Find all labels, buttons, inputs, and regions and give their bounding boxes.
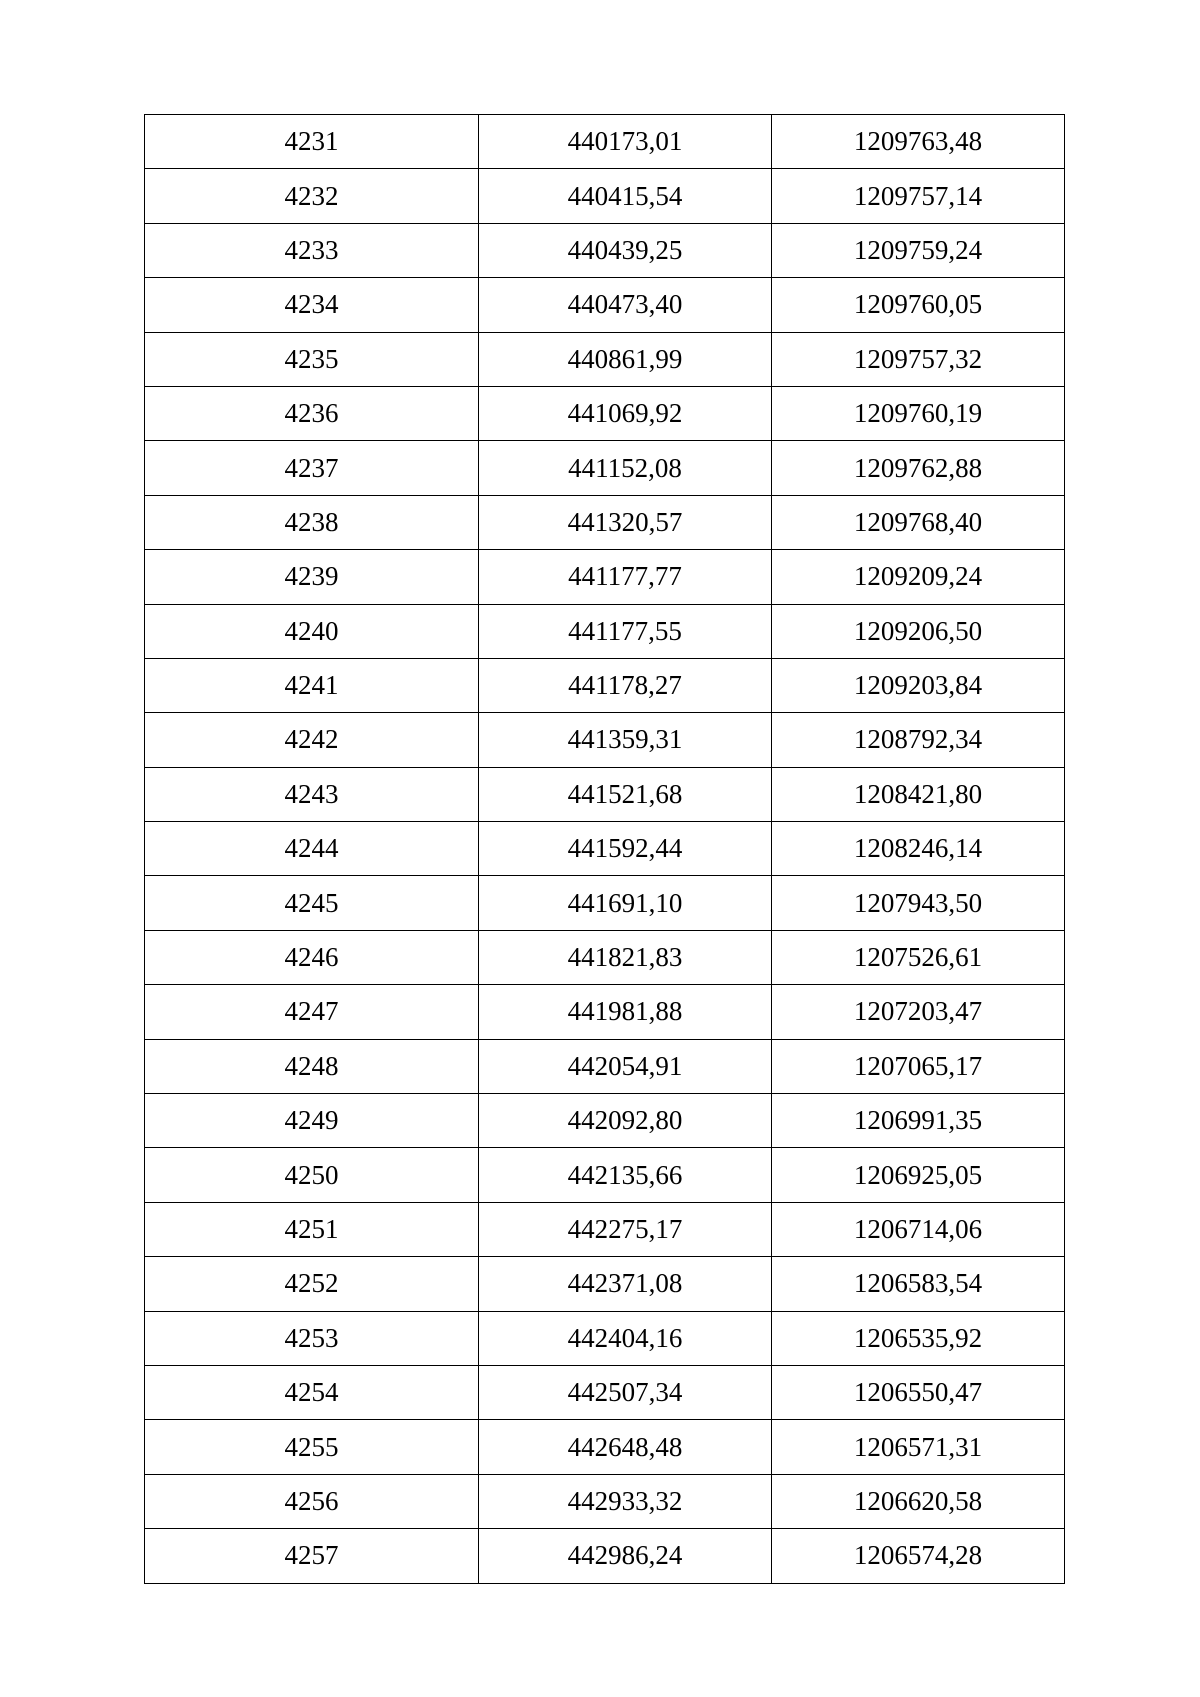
table-row bbox=[145, 658, 1065, 712]
y-coordinate-cell: 1209757,32 bbox=[772, 332, 1065, 386]
y-coordinate-cell: 1206583,54 bbox=[772, 1257, 1065, 1311]
y-coordinate-cell: 1209760,19 bbox=[772, 386, 1065, 440]
table-row bbox=[145, 1529, 1065, 1583]
x-coordinate-cell: 442371,08 bbox=[479, 1257, 772, 1311]
x-coordinate-cell: 442092,80 bbox=[479, 1094, 772, 1148]
x-coordinate-cell: 442275,17 bbox=[479, 1202, 772, 1256]
x-coordinate-cell: 441152,08 bbox=[479, 441, 772, 495]
y-coordinate-cell: 1208421,80 bbox=[772, 767, 1065, 821]
x-coordinate-cell: 442986,24 bbox=[479, 1529, 772, 1583]
table-row bbox=[145, 1365, 1065, 1419]
table-row bbox=[145, 1148, 1065, 1202]
y-coordinate-cell: 1209757,14 bbox=[772, 169, 1065, 223]
y-coordinate-cell: 1206535,92 bbox=[772, 1311, 1065, 1365]
coordinates-table bbox=[144, 114, 1065, 1584]
y-coordinate-cell: 1207526,61 bbox=[772, 930, 1065, 984]
table-row bbox=[145, 386, 1065, 440]
y-coordinate-cell: 1209759,24 bbox=[772, 223, 1065, 277]
y-coordinate-cell: 1209763,48 bbox=[772, 115, 1065, 169]
y-coordinate-cell: 1206925,05 bbox=[772, 1148, 1065, 1202]
x-coordinate-cell: 441320,57 bbox=[479, 495, 772, 549]
x-coordinate-cell: 442404,16 bbox=[479, 1311, 772, 1365]
point-number-cell: 4241 bbox=[145, 658, 479, 712]
x-coordinate-cell: 440473,40 bbox=[479, 278, 772, 332]
y-coordinate-cell: 1209209,24 bbox=[772, 550, 1065, 604]
table-row bbox=[145, 767, 1065, 821]
table-row bbox=[145, 930, 1065, 984]
point-number-cell: 4250 bbox=[145, 1148, 479, 1202]
y-coordinate-cell: 1206991,35 bbox=[772, 1094, 1065, 1148]
table-row bbox=[145, 822, 1065, 876]
point-number-cell: 4242 bbox=[145, 713, 479, 767]
table-row bbox=[145, 550, 1065, 604]
x-coordinate-cell: 442507,34 bbox=[479, 1365, 772, 1419]
y-coordinate-cell: 1208792,34 bbox=[772, 713, 1065, 767]
table-row bbox=[145, 169, 1065, 223]
point-number-cell: 4232 bbox=[145, 169, 479, 223]
y-coordinate-cell: 1206620,58 bbox=[772, 1474, 1065, 1528]
y-coordinate-cell: 1208246,14 bbox=[772, 822, 1065, 876]
table-row bbox=[145, 1202, 1065, 1256]
y-coordinate-cell: 1206574,28 bbox=[772, 1529, 1065, 1583]
x-coordinate-cell: 442648,48 bbox=[479, 1420, 772, 1474]
x-coordinate-cell: 440173,01 bbox=[479, 115, 772, 169]
point-number-cell: 4243 bbox=[145, 767, 479, 821]
x-coordinate-cell: 442135,66 bbox=[479, 1148, 772, 1202]
table-row bbox=[145, 1257, 1065, 1311]
y-coordinate-cell: 1209762,88 bbox=[772, 441, 1065, 495]
point-number-cell: 4234 bbox=[145, 278, 479, 332]
point-number-cell: 4239 bbox=[145, 550, 479, 604]
table-row bbox=[145, 1420, 1065, 1474]
table-row bbox=[145, 604, 1065, 658]
point-number-cell: 4252 bbox=[145, 1257, 479, 1311]
y-coordinate-cell: 1209760,05 bbox=[772, 278, 1065, 332]
table-row bbox=[145, 223, 1065, 277]
point-number-cell: 4248 bbox=[145, 1039, 479, 1093]
point-number-cell: 4249 bbox=[145, 1094, 479, 1148]
x-coordinate-cell: 441359,31 bbox=[479, 713, 772, 767]
point-number-cell: 4244 bbox=[145, 822, 479, 876]
point-number-cell: 4247 bbox=[145, 985, 479, 1039]
point-number-cell: 4255 bbox=[145, 1420, 479, 1474]
table-row bbox=[145, 1094, 1065, 1148]
table-row bbox=[145, 1311, 1065, 1365]
point-number-cell: 4238 bbox=[145, 495, 479, 549]
x-coordinate-cell: 441178,27 bbox=[479, 658, 772, 712]
x-coordinate-cell: 442933,32 bbox=[479, 1474, 772, 1528]
x-coordinate-cell: 440861,99 bbox=[479, 332, 772, 386]
x-coordinate-cell: 441177,55 bbox=[479, 604, 772, 658]
point-number-cell: 4235 bbox=[145, 332, 479, 386]
table-row bbox=[145, 441, 1065, 495]
point-number-cell: 4245 bbox=[145, 876, 479, 930]
point-number-cell: 4240 bbox=[145, 604, 479, 658]
x-coordinate-cell: 440415,54 bbox=[479, 169, 772, 223]
x-coordinate-cell: 441821,83 bbox=[479, 930, 772, 984]
point-number-cell: 4237 bbox=[145, 441, 479, 495]
point-number-cell: 4254 bbox=[145, 1365, 479, 1419]
y-coordinate-cell: 1207203,47 bbox=[772, 985, 1065, 1039]
x-coordinate-cell: 442054,91 bbox=[479, 1039, 772, 1093]
table-row bbox=[145, 876, 1065, 930]
table-row bbox=[145, 713, 1065, 767]
x-coordinate-cell: 441981,88 bbox=[479, 985, 772, 1039]
point-number-cell: 4256 bbox=[145, 1474, 479, 1528]
x-coordinate-cell: 441592,44 bbox=[479, 822, 772, 876]
y-coordinate-cell: 1207065,17 bbox=[772, 1039, 1065, 1093]
x-coordinate-cell: 441177,77 bbox=[479, 550, 772, 604]
table-row bbox=[145, 332, 1065, 386]
point-number-cell: 4246 bbox=[145, 930, 479, 984]
table-row bbox=[145, 278, 1065, 332]
x-coordinate-cell: 440439,25 bbox=[479, 223, 772, 277]
point-number-cell: 4257 bbox=[145, 1529, 479, 1583]
point-number-cell: 4251 bbox=[145, 1202, 479, 1256]
point-number-cell: 4231 bbox=[145, 115, 479, 169]
y-coordinate-cell: 1207943,50 bbox=[772, 876, 1065, 930]
table-row bbox=[145, 495, 1065, 549]
y-coordinate-cell: 1206571,31 bbox=[772, 1420, 1065, 1474]
coordinates-table-body bbox=[145, 115, 1065, 1584]
table-row bbox=[145, 1474, 1065, 1528]
y-coordinate-cell: 1206714,06 bbox=[772, 1202, 1065, 1256]
table-row bbox=[145, 115, 1065, 169]
x-coordinate-cell: 441069,92 bbox=[479, 386, 772, 440]
point-number-cell: 4236 bbox=[145, 386, 479, 440]
point-number-cell: 4253 bbox=[145, 1311, 479, 1365]
x-coordinate-cell: 441521,68 bbox=[479, 767, 772, 821]
y-coordinate-cell: 1209768,40 bbox=[772, 495, 1065, 549]
y-coordinate-cell: 1206550,47 bbox=[772, 1365, 1065, 1419]
x-coordinate-cell: 441691,10 bbox=[479, 876, 772, 930]
y-coordinate-cell: 1209206,50 bbox=[772, 604, 1065, 658]
table-row bbox=[145, 985, 1065, 1039]
point-number-cell: 4233 bbox=[145, 223, 479, 277]
table-row bbox=[145, 1039, 1065, 1093]
y-coordinate-cell: 1209203,84 bbox=[772, 658, 1065, 712]
